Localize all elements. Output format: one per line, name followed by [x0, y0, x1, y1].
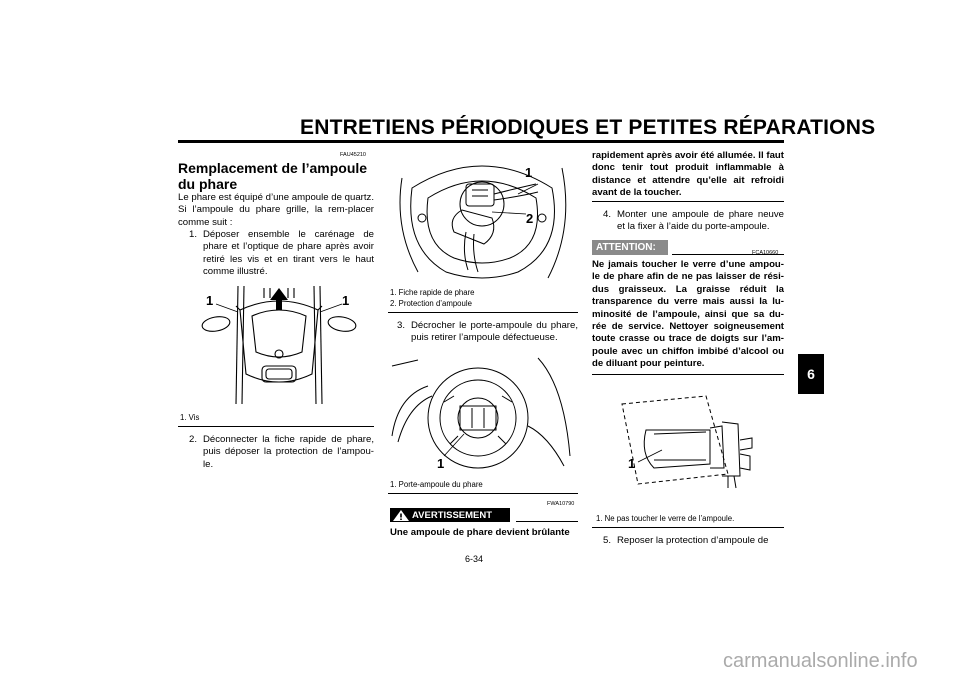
caption-rule: [388, 493, 578, 494]
caution-text: Ne jamais toucher le verre d’une ampou-le de phare afin de ne pas laisser de rési-dus graisseux. La graisse réduit la transparence du verre mais aussi la lu-minosité de l’ampoule, ainsi que sa du-rée de service. Nettoyer soigneusement toute crasse ou trace de doigts sur l’am-poule avec un chiffon imbibé d’alcool ou de diluant pour peinture.: [592, 259, 784, 370]
chapter-tab: 6: [798, 354, 824, 394]
figure-caption: 1. Ne pas toucher le verre de l’ampoule.: [596, 514, 735, 523]
step-3-text: Décrocher le porte-ampoule du phare, puis retirer l’ampoule défectueuse.: [411, 320, 578, 344]
step-2-text: Déconnecter la fiche rapide de phare, puis déposer la protection de l’ampou-le.: [203, 434, 374, 470]
headlight-connector-illustration: [388, 148, 576, 284]
watermark: carmanualsonline.info: [723, 650, 918, 672]
caption-rule: [592, 527, 784, 528]
warning-triangle-icon: [390, 508, 412, 522]
warning-label: [390, 508, 510, 522]
halogen-bulb-illustration: [610, 384, 780, 504]
figure-label-screw-left: 1: [206, 293, 214, 308]
warning-code: FWA10790: [547, 501, 575, 507]
figure-caption-a: 1. Fiche rapide de phare: [390, 288, 475, 297]
section-heading: Remplacement de l’ampoule du phare: [178, 160, 368, 192]
warning-rule: [516, 521, 578, 522]
figure-caption: 1. Porte-ampoule du phare: [390, 480, 483, 489]
header-rule: [178, 140, 784, 143]
warning-end-rule: [592, 201, 784, 202]
step-1-number: 1.: [189, 229, 198, 240]
page-title: ENTRETIENS PÉRIODIQUES ET PETITES RÉPARATIONS: [300, 116, 876, 139]
figure-caption: 1. Vis: [180, 413, 200, 422]
caution-code: FCA10660: [752, 250, 779, 256]
warning-label-text: AVERTISSEMENT: [412, 509, 493, 521]
caption-rule: [178, 426, 374, 427]
intro-text: Le phare est équipé d’une ampoule de quartz. Si l’ampoule du phare grille, la rem-placer comme suit :: [178, 192, 374, 228]
warning-text: Une ampoule de phare devient brûlante: [390, 527, 570, 538]
caution-label: ATTENTION:: [592, 240, 668, 255]
figure-label-glass: 1: [628, 456, 636, 471]
figure-label-connector: 1: [525, 165, 533, 180]
step-1-text: Déposer ensemble le carénage de phare et l’optique de phare après avoir retiré les vis et en tirant vers le haut comme illustré.: [203, 229, 374, 278]
step-3-number: 3.: [397, 320, 406, 331]
step-5-number: 5.: [603, 535, 612, 546]
figure-label-holder: 1: [437, 456, 445, 471]
page-number: 6-34: [465, 554, 484, 564]
caution-end-rule: [592, 374, 784, 375]
caption-rule: [388, 312, 578, 313]
figure-label-screw-right: 1: [342, 293, 350, 308]
step-4-number: 4.: [603, 209, 612, 220]
warning-text-continued: rapidement après avoir été allumée. Il faut donc tenir tout produit inflammable à distance et attendre qu’elle ait refroidi avant de la toucher.: [592, 150, 784, 199]
step-5-text: Reposer la protection d’ampoule de: [617, 535, 769, 546]
section-code: FAU45210: [340, 152, 366, 158]
bulb-holder-illustration: [388, 356, 576, 476]
figure-label-cover: 2: [526, 211, 534, 226]
step-2-number: 2.: [189, 434, 198, 445]
figure-caption-b: 2. Protection d’ampoule: [390, 299, 472, 308]
headlight-cowl-illustration: [196, 282, 362, 404]
step-4-text: Monter une ampoule de phare neuve et la fixer à l’aide du porte-ampoule.: [617, 209, 784, 233]
